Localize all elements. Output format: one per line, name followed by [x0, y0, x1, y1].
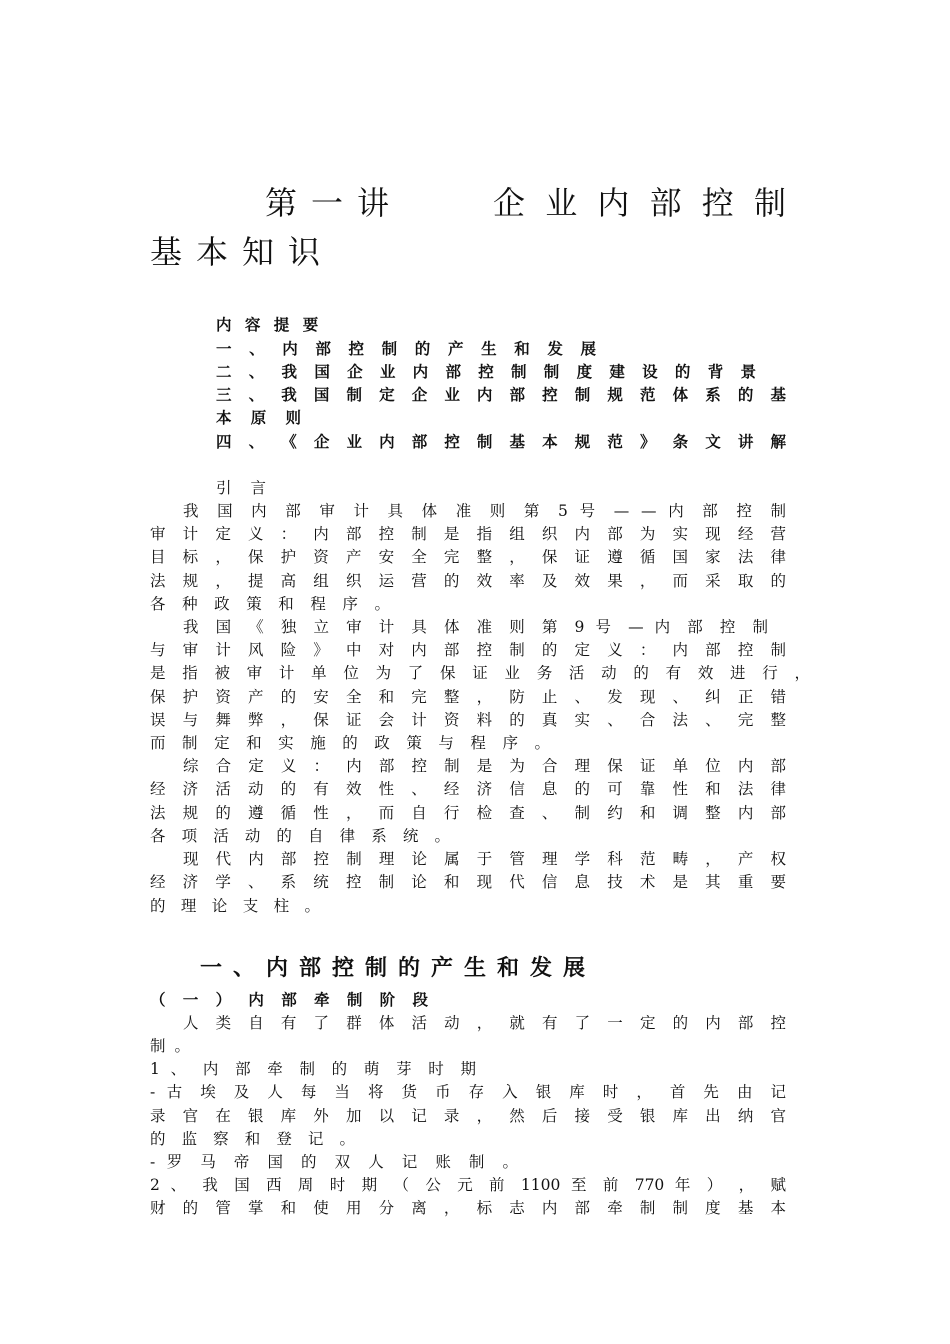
title-part3: 基本知识 [150, 233, 335, 271]
intro-line: 经 济 学 、 系 统 控 制 论 和 现 代 信 息 技 术 是 其 重 要 [150, 873, 786, 891]
title-part1: 第一讲 [265, 184, 404, 222]
intro-line: 的 理 论 支 柱 。 [150, 897, 320, 915]
intro-line: 是 指 被 审 计 单 位 为 了 保 证 业 务 活 动 的 有 效 进 行 ， [150, 664, 810, 682]
title-part2: 企业内部控制 [493, 184, 786, 222]
intro-line: 保 护 资 产 的 安 全 和 完 整 ， 防 止 、 发 现 、 纠 正 错 [150, 688, 786, 706]
toc-item-3: 三 、 我 国 制 定 企 业 内 部 控 制 规 范 体 系 的 基 [216, 385, 786, 404]
intro-line: 误 与 舞 弊 ， 保 证 会 计 资 料 的 真 实 、 合 法 、 完 整 [150, 711, 786, 729]
intro-line: 与 审 计 风 险 》 中 对 内 部 控 制 的 定 义 ： 内 部 控 制 [150, 641, 786, 659]
intro-line: 我 国 《 独 立 审 计 具 体 准 则 第 9 号 — 内 部 控 制 [183, 618, 768, 636]
intro-line: 各 种 政 策 和 程 序 。 [150, 595, 390, 613]
intro-line: 法 规 ， 提 高 组 织 运 营 的 效 率 及 效 果 ， 而 采 取 的 [150, 572, 786, 590]
toc-item-2: 二 、 我 国 企 业 内 部 控 制 制 度 建 设 的 背 景 [216, 362, 756, 381]
intro-line: 目 标 ， 保 护 资 产 安 全 完 整 ， 保 证 遵 循 国 家 法 律 [150, 548, 786, 566]
intro-line: 审 计 定 义 ： 内 部 控 制 是 指 组 织 内 部 为 实 现 经 营 [150, 525, 786, 543]
toc-item-3-cont: 本 原 则 [216, 408, 301, 427]
section-line: 的 监 察 和 登 记 。 [150, 1130, 355, 1148]
intro-line: 各 项 活 动 的 自 律 系 统 。 [150, 827, 450, 845]
toc-item-1: 一 、 内 部 控 制 的 产 生 和 发 展 [216, 339, 596, 358]
intro-line: 综 合 定 义 ： 内 部 控 制 是 为 合 理 保 证 单 位 内 部 [183, 757, 786, 775]
intro-line: 而 制 定 和 实 施 的 政 策 与 程 序 。 [150, 734, 550, 752]
section-line: - 古 埃 及 人 每 当 将 货 币 存 入 银 库 时 ， 首 先 由 记 [150, 1083, 786, 1101]
intro-line: 现 代 内 部 控 制 理 论 属 于 管 理 学 科 范 畴 ， 产 权 [183, 850, 786, 868]
section-line: 1 、 内 部 牵 制 的 萌 芽 时 期 [150, 1060, 476, 1078]
intro-line: 法 规 的 遵 循 性 ， 而 自 行 检 查 、 制 约 和 调 整 内 部 [150, 804, 786, 822]
section-line: 人 类 自 有 了 群 体 活 动 ， 就 有 了 一 定 的 内 部 控 [183, 1014, 786, 1032]
intro-line: 经 济 活 动 的 有 效 性 、 经 济 信 息 的 可 靠 性 和 法 律 [150, 780, 786, 798]
section-heading: 一、内部控制的产生和发展 [200, 955, 597, 981]
toc-item-4: 四 、 《 企 业 内 部 控 制 基 本 规 范 》 条 文 讲 解 [216, 432, 786, 451]
section-line: 2 、 我 国 西 周 时 期 （ 公 元 前 1100 至 前 770 年 ） ， 赋 [150, 1176, 786, 1194]
section-line: 录 官 在 银 库 外 加 以 记 录 ， 然 后 接 受 银 库 出 纳 官 [150, 1107, 786, 1125]
section-line: - 罗 马 帝 国 的 双 人 记 账 制 。 [150, 1153, 518, 1171]
intro-heading: 引 言 [216, 479, 266, 497]
section-line: 制 。 [150, 1037, 190, 1055]
toc-heading: 内 容 提 要 [216, 315, 319, 334]
intro-line: 我 国 内 部 审 计 具 体 准 则 第 5 号 — — 内 部 控 制 [183, 502, 786, 520]
subsection-heading: （ 一 ） 内 部 牵 制 阶 段 [150, 990, 428, 1009]
section-line: 财 的 管 掌 和 使 用 分 离 ， 标 志 内 部 牵 制 制 度 基 本 [150, 1199, 786, 1217]
